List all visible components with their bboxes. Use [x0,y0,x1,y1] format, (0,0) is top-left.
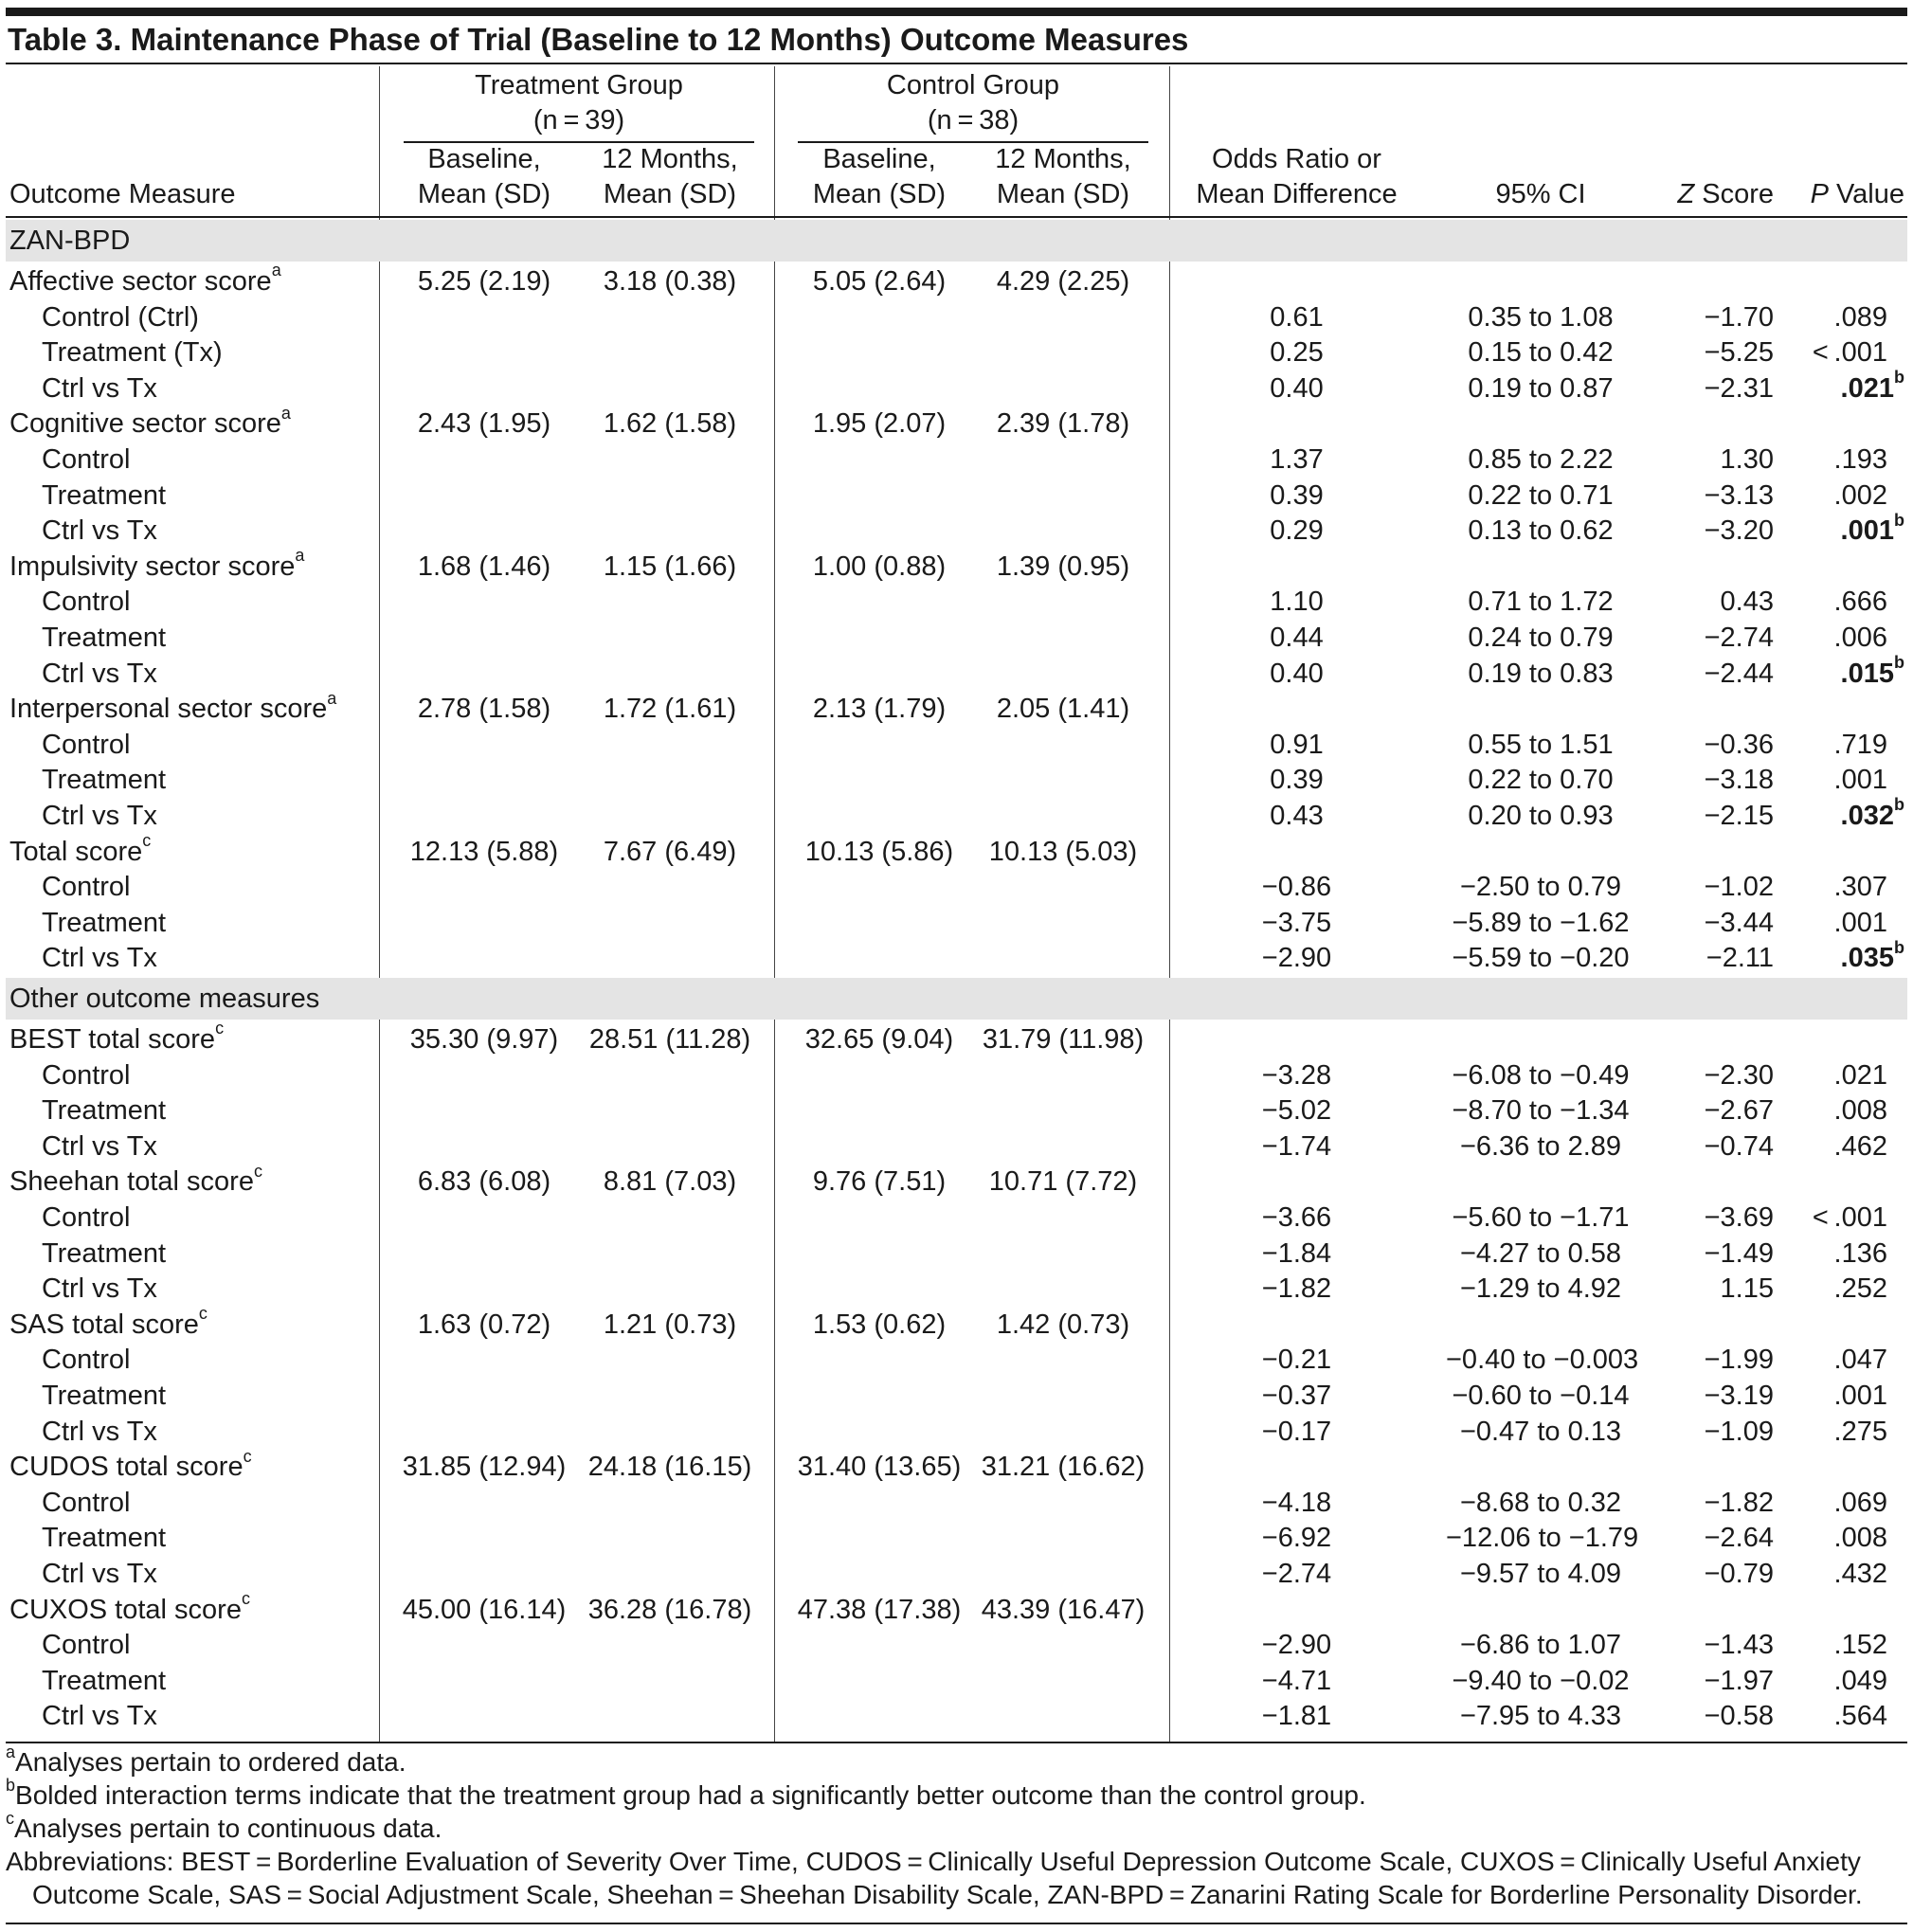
measure-label-text: Affective sector score [9,266,272,297]
or-cell: 0.29 [1270,515,1324,547]
table-title: Table 3. Maintenance Phase of Trial (Baseline to 12 Months) Outcome Measures [8,22,1189,57]
p-cell [1778,905,1887,941]
header-tx-baseline-l1: Baseline, [427,144,541,174]
comparison-label: Treatment [42,1523,167,1554]
comparison-label: Ctrl vs Tx [42,1273,157,1305]
or-cell: 0.61 [1270,301,1324,333]
ctrl-baseline-cell: 9.76 (7.51) [812,1166,947,1198]
z-cell: −2.15 [1704,801,1774,831]
ci-cell: −5.59 to −0.20 [1452,943,1630,974]
ctrl-12m-cell: 31.21 (16.62) [981,1452,1146,1483]
p-value-text: .021 [1833,1059,1887,1091]
or-cell: −3.66 [1261,1202,1332,1233]
comparison-label: Control [42,1345,131,1376]
comparison-label: Treatment [42,623,167,653]
z-cell: −2.64 [1704,1523,1774,1554]
tx-baseline-cell: 31.85 (12.94) [402,1452,567,1483]
z-cell: −3.69 [1704,1202,1774,1233]
comparison-label: Control [42,1630,131,1661]
measure-label [9,263,281,299]
ci-cell: −9.40 to −0.02 [1452,1665,1630,1696]
p-value-text: .001 [1833,1381,1887,1411]
header-control-n: (n = 38) [927,105,1020,135]
or-cell: −0.86 [1261,872,1332,903]
header-tx-12m-l1: 12 Months, [602,144,738,174]
p-value-text: .432 [1833,1559,1887,1589]
measure-label-text: Total score [9,836,143,867]
comparison-label: Treatment [42,1381,167,1411]
ci-cell: 0.19 to 0.83 [1468,658,1614,689]
ci-cell: −6.36 to 2.89 [1459,1130,1622,1162]
z-cell: −1.97 [1704,1665,1774,1696]
or-cell: −1.82 [1261,1273,1332,1305]
p-value-text: .032 [1840,801,1894,831]
header-p-value: P Value [1810,179,1904,209]
comparison-label: Control (Ctrl) [42,301,199,333]
ci-cell: −0.60 to −0.14 [1452,1381,1630,1411]
header-ci: 95% CI [1495,179,1586,209]
comparison-label: Control [42,444,131,475]
top-rule [6,8,1907,16]
footnote-marker: b [1894,937,1904,957]
tx-12m-cell: 7.67 (6.49) [603,836,737,867]
or-cell: 1.10 [1270,587,1324,618]
or-cell: −1.84 [1261,1237,1332,1269]
or-cell: −4.71 [1261,1665,1332,1696]
ci-cell: −5.60 to −1.71 [1452,1202,1630,1233]
tx-12m-cell: 24.18 (16.15) [587,1452,752,1483]
p-cell [1778,937,1904,976]
ci-cell: −9.57 to 4.09 [1459,1559,1622,1589]
ci-cell: −6.08 to −0.49 [1452,1059,1630,1091]
ci-cell: 0.15 to 0.42 [1468,337,1614,369]
ci-cell: 0.55 to 1.51 [1468,729,1614,760]
ctrl-baseline-cell: 32.65 (9.04) [804,1024,954,1055]
ci-cell: 0.22 to 0.70 [1468,765,1614,796]
ci-cell: 0.13 to 0.62 [1468,515,1614,547]
ctrl-12m-cell: 10.13 (5.03) [988,836,1138,867]
p-cell [1778,1236,1887,1272]
footnote-marker: a [327,688,337,708]
p-cell [1778,1271,1887,1307]
p-cell [1778,442,1887,478]
p-value-text: .001 [1840,515,1894,547]
comparison-label: Treatment [42,1665,167,1696]
ci-cell: −2.50 to 0.79 [1459,872,1622,903]
z-cell: −0.36 [1704,729,1774,760]
z-cell: 1.15 [1720,1273,1774,1305]
p-value-text: .047 [1833,1345,1887,1376]
tx-baseline-cell: 6.83 (6.08) [417,1166,551,1198]
comparison-label: Ctrl vs Tx [42,658,157,689]
ci-cell: −1.29 to 4.92 [1459,1273,1622,1305]
header-ctrl-baseline-l1: Baseline, [822,144,936,174]
z-cell: −1.70 [1704,301,1774,333]
or-cell: −3.28 [1261,1059,1332,1091]
tx-12m-cell: 1.15 (1.66) [603,551,737,582]
p-value-text: .666 [1833,587,1887,618]
footnote [6,1808,442,1846]
footnote-marker: c [198,1304,208,1324]
p-value-text: .049 [1833,1665,1887,1696]
tx-baseline-cell: 45.00 (16.14) [402,1594,567,1625]
z-cell: −2.44 [1704,658,1774,689]
ci-cell: 0.22 to 0.71 [1468,479,1614,511]
footnote-marker: c [215,1019,225,1038]
p-cell [1778,1627,1887,1663]
p-cell [1778,370,1904,406]
ctrl-baseline-cell: 1.95 (2.07) [812,408,947,440]
section-title: ZAN-BPD [9,226,131,256]
p-value-text: .001 [1833,907,1887,938]
z-cell: −1.99 [1704,1345,1774,1376]
comparison-label: Ctrl vs Tx [42,1701,157,1732]
comparison-label: Control [42,1487,131,1518]
z-cell: 0.43 [1720,587,1774,618]
p-value-text: .015 [1840,658,1894,689]
or-cell: −3.75 [1261,907,1332,938]
comparison-label: Control [42,1202,131,1233]
footnote-marker: a [271,261,281,280]
comparison-label: Treatment [42,1237,167,1269]
header-ctrl-baseline-l2: Mean (SD) [812,179,947,209]
p-value-text: .008 [1833,1523,1887,1554]
comparison-label: Treatment [42,907,167,938]
comparison-label: Treatment [42,765,167,796]
ci-cell: −8.68 to 0.32 [1459,1487,1622,1518]
p-cell [1778,1129,1887,1165]
p-cell [1778,1414,1887,1450]
or-cell: 0.39 [1270,765,1324,796]
z-cell: −0.74 [1704,1130,1774,1162]
header-treatment-n: (n = 39) [532,105,625,135]
abbreviations-line: Abbreviations: BEST = Borderline Evaluation of Severity Over Time, CUDOS = Clinically Useful Depression Outcome Scale, CUXOS = Clinically Useful Anxiety [6,1847,1861,1876]
header-control-group: Control Group [886,70,1060,100]
p-cell [1778,334,1887,370]
tx-12m-cell: 1.62 (1.58) [603,408,737,440]
ci-cell: −6.86 to 1.07 [1459,1630,1622,1661]
p-value-text: .462 [1833,1130,1887,1162]
p-cell [1778,1556,1887,1592]
p-value-text: .252 [1833,1273,1887,1305]
measure-label [9,403,291,442]
p-value-text: < .001 [1812,1202,1887,1233]
or-cell: −4.18 [1261,1487,1332,1518]
footnote-text: Analyses pertain to ordered data. [15,1747,406,1777]
header-or-l1: Odds Ratio or [1212,144,1381,174]
p-value-text: .001 [1833,765,1887,796]
p-value-text: .035 [1840,943,1894,974]
p-cell [1778,1342,1887,1378]
ci-cell: −7.95 to 4.33 [1459,1701,1622,1732]
header-rule [6,216,1907,218]
footnote-marker: b [6,1775,16,1795]
p-cell [1778,727,1887,763]
z-cell: −3.18 [1704,765,1774,796]
ctrl-12m-cell: 43.39 (16.47) [981,1594,1146,1625]
p-cell [1778,1520,1887,1556]
footnote-text: Bolded interaction terms indicate that the treatment group had a significantly better outcome than the control group. [15,1780,1366,1810]
measure-label-text: Interpersonal sector score [9,694,328,725]
p-value-text: .307 [1833,872,1887,903]
p-cell [1778,1092,1887,1129]
z-cell: −2.11 [1705,943,1774,974]
header-tx-baseline-l2: Mean (SD) [417,179,551,209]
p-cell [1778,620,1887,656]
ci-cell: 0.85 to 2.22 [1468,444,1614,475]
measure-label-text: SAS total score [9,1309,199,1340]
footnote [6,1775,1366,1813]
z-cell: −0.79 [1704,1559,1774,1589]
p-value-text: .136 [1833,1237,1887,1269]
tx-baseline-cell: 1.63 (0.72) [417,1309,551,1340]
tx-baseline-cell: 2.43 (1.95) [417,408,551,440]
or-cell: −5.02 [1261,1095,1332,1127]
measure-label [9,1446,252,1485]
ci-cell: 0.35 to 1.08 [1468,301,1614,333]
ci-cell: 0.24 to 0.79 [1468,623,1614,653]
comparison-label: Ctrl vs Tx [42,1416,157,1447]
tx-baseline-cell: 35.30 (9.97) [409,1024,559,1055]
abbreviations-line: Outcome Scale, SAS = Social Adjustment Scale, Sheehan = Sheehan Disability Scale, ZAN-BPD = Zanarini Rating Scale for Borderline Personality Disorder. [32,1880,1863,1909]
p-cell [1778,1663,1887,1699]
comparison-label: Ctrl vs Tx [42,372,157,404]
section-title: Other outcome measures [9,984,320,1014]
footnote-marker: c [142,830,152,850]
or-cell: −6.92 [1261,1523,1332,1554]
z-cell: −1.02 [1704,872,1774,903]
measure-label-text: CUDOS total score [9,1452,244,1483]
z-cell: −3.19 [1704,1381,1774,1411]
p-cell [1778,510,1904,549]
footnote [6,1742,406,1779]
p-cell [1778,1200,1887,1236]
ctrl-baseline-cell: 47.38 (17.38) [797,1594,962,1625]
ctrl-12m-cell: 2.39 (1.78) [996,408,1130,440]
ci-cell: 0.71 to 1.72 [1468,587,1614,618]
ctrl-baseline-cell: 10.13 (5.86) [804,836,954,867]
ci-cell: −5.89 to −1.62 [1452,907,1630,938]
header-or-l2: Mean Difference [1196,179,1398,209]
tx-12m-cell: 1.21 (0.73) [603,1309,737,1340]
ci-cell: −12.06 to −1.79 [1446,1523,1639,1554]
p-cell [1778,869,1887,905]
ctrl-12m-cell: 4.29 (2.25) [996,266,1130,297]
footnote-marker: c [253,1161,262,1181]
or-cell: 0.25 [1270,337,1324,369]
title-rule [6,63,1907,64]
comparison-label: Ctrl vs Tx [42,1130,157,1162]
ctrl-baseline-cell: 31.40 (13.65) [797,1452,962,1483]
or-cell: 0.91 [1270,729,1324,760]
or-cell: 0.40 [1270,372,1324,404]
divider-treatment [774,66,775,1743]
z-cell: −5.25 [1704,337,1774,369]
section-band [6,220,1907,262]
footnote-marker: b [1894,795,1904,815]
measure-label [9,830,152,870]
footnote-text: Analyses pertain to continuous data. [14,1814,442,1843]
ctrl-12m-cell: 1.42 (0.73) [996,1309,1130,1340]
footnote-marker: a [6,1742,16,1761]
ctrl-12m-cell: 10.71 (7.72) [988,1166,1138,1198]
or-cell: 0.39 [1270,479,1324,511]
p-value-text: .089 [1833,301,1887,333]
ci-cell: −8.70 to −1.34 [1452,1095,1630,1127]
ctrl-baseline-cell: 1.53 (0.62) [812,1309,947,1340]
header-outcome-measure: Outcome Measure [9,179,236,209]
z-cell: −3.20 [1704,515,1774,547]
divider-control [1169,66,1170,1743]
measure-label-text: CUXOS total score [9,1594,242,1625]
measure-label-text: Cognitive sector score [9,408,281,440]
or-cell: −1.81 [1261,1701,1332,1732]
z-cell: −2.67 [1704,1095,1774,1127]
header-ctrl-12m-l2: Mean (SD) [996,179,1130,209]
ctrl-baseline-cell: 1.00 (0.88) [812,551,947,582]
p-cell [1778,1698,1887,1734]
footnote-marker: b [1894,652,1904,672]
p-value-text: .564 [1833,1701,1887,1732]
measure-label [9,1304,208,1343]
z-cell: −0.58 [1704,1701,1774,1732]
or-cell: −0.17 [1261,1416,1332,1447]
footer-rule [6,1923,1907,1924]
measure-label [9,1021,224,1057]
tx-12m-cell: 36.28 (16.78) [587,1594,752,1625]
p-cell [1778,652,1904,692]
footnote-marker: a [280,403,291,423]
header-ctrl-12m-l1: 12 Months, [995,144,1131,174]
z-cell: −2.30 [1704,1059,1774,1091]
z-cell: −1.09 [1704,1416,1774,1447]
p-value-text: .152 [1833,1630,1887,1661]
ctrl-12m-cell: 2.05 (1.41) [996,694,1130,725]
ci-cell: −0.40 to −0.003 [1446,1345,1639,1376]
header-z-score: Z Score [1677,179,1774,209]
tx-baseline-cell: 12.13 (5.88) [409,836,559,867]
comparison-label: Ctrl vs Tx [42,943,157,974]
comparison-label: Control [42,1059,131,1091]
comparison-label: Treatment [42,479,167,511]
p-value-text: < .001 [1812,337,1887,369]
footnote-marker: c [241,1588,250,1608]
ci-cell: 0.20 to 0.93 [1468,801,1614,831]
comparison-label: Ctrl vs Tx [42,515,157,547]
p-value-text: .719 [1833,729,1887,760]
footnote-marker: c [243,1446,252,1466]
bottom-rule [6,1742,1907,1743]
footnote-marker: c [6,1808,14,1828]
ctrl-baseline-cell: 2.13 (1.79) [812,694,947,725]
ci-cell: 0.19 to 0.87 [1468,372,1614,404]
divider-outcome [379,66,380,1743]
table-page [6,0,1907,1932]
footnote-marker: a [295,546,305,566]
z-cell: −1.43 [1704,1630,1774,1661]
header-tx-12m-l2: Mean (SD) [603,179,737,209]
p-value-text: .193 [1833,444,1887,475]
measure-label [9,688,337,727]
or-cell: −1.74 [1261,1130,1332,1162]
ctrl-12m-cell: 1.39 (0.95) [996,551,1130,582]
z-cell: −1.82 [1704,1487,1774,1518]
tx-12m-cell: 8.81 (7.03) [603,1166,737,1198]
z-cell: −2.74 [1704,623,1774,653]
tx-baseline-cell: 1.68 (1.46) [417,551,551,582]
p-cell [1778,299,1887,335]
comparison-label: Control [42,587,131,618]
p-cell [1778,1378,1887,1414]
tx-12m-cell: 28.51 (11.28) [588,1024,751,1055]
measure-label-text: Sheehan total score [9,1166,254,1198]
comparison-label: Treatment (Tx) [42,337,223,369]
or-cell: −2.74 [1261,1559,1332,1589]
measure-label [9,1588,250,1628]
z-cell: −3.44 [1704,907,1774,938]
or-cell: −0.21 [1261,1345,1332,1376]
comparison-label: Ctrl vs Tx [42,801,157,831]
z-cell: 1.30 [1720,444,1774,475]
z-cell: −2.31 [1704,372,1774,404]
p-cell [1778,584,1887,620]
header-treatment-group: Treatment Group [475,70,683,100]
footnote-marker: b [1894,510,1904,530]
z-cell: −1.49 [1704,1237,1774,1269]
measure-label-text: Impulsivity sector score [9,551,296,582]
measure-label [9,546,305,585]
ctrl-baseline-cell: 5.05 (2.64) [812,266,947,297]
p-cell [1778,478,1887,514]
p-value-text: .006 [1833,623,1887,653]
or-cell: 0.43 [1270,801,1324,831]
comparison-label: Ctrl vs Tx [42,1559,157,1589]
or-cell: 0.40 [1270,658,1324,689]
comparison-label: Control [42,872,131,903]
p-cell [1778,795,1904,834]
p-cell [1778,1485,1887,1521]
ctrl-12m-cell: 31.79 (11.98) [982,1024,1145,1055]
z-cell: −3.13 [1704,479,1774,511]
p-value-text: .008 [1833,1095,1887,1127]
or-cell: −0.37 [1261,1381,1332,1411]
tx-12m-cell: 1.72 (1.61) [603,694,737,725]
or-cell: 1.37 [1270,444,1324,475]
or-cell: −2.90 [1261,943,1332,974]
comparison-label: Treatment [42,1095,167,1127]
tx-12m-cell: 3.18 (0.38) [603,266,737,297]
comparison-label: Control [42,729,131,760]
tx-baseline-cell: 5.25 (2.19) [417,266,551,297]
ci-cell: −0.47 to 0.13 [1459,1416,1622,1447]
p-value-text: .002 [1833,479,1887,511]
p-value-text: .275 [1833,1416,1887,1447]
footnote-marker: b [1894,368,1904,388]
or-cell: 0.44 [1270,623,1324,653]
p-cell [1778,762,1887,798]
p-value-text: .069 [1833,1487,1887,1518]
p-cell [1778,1057,1887,1093]
ci-cell: −4.27 to 0.58 [1459,1237,1622,1269]
tx-baseline-cell: 2.78 (1.58) [417,694,551,725]
measure-label [9,1161,262,1200]
or-cell: −2.90 [1261,1630,1332,1661]
measure-label-text: BEST total score [9,1024,216,1055]
p-value-text: .021 [1840,372,1894,404]
